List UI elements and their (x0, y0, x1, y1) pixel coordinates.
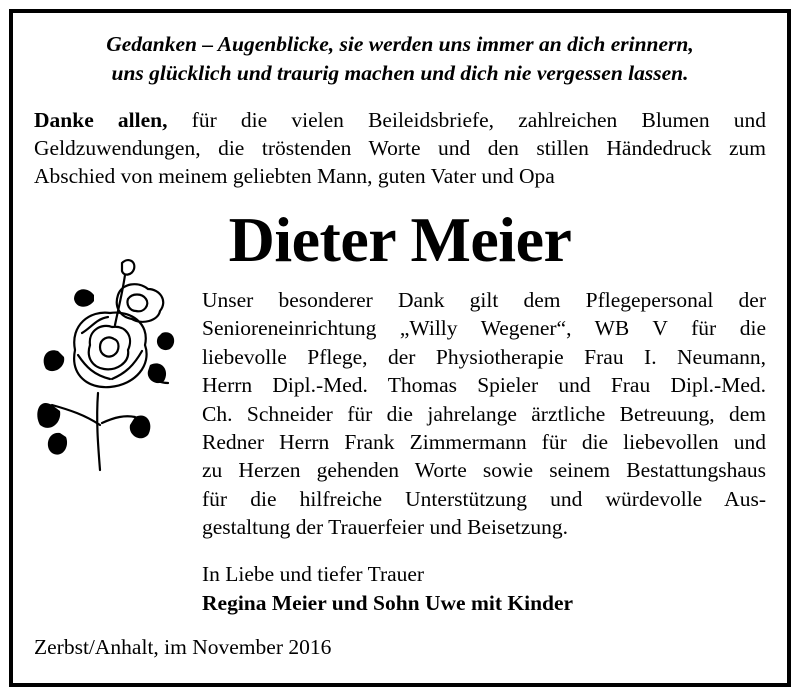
intro-line: Abschied von meinem geliebten Mann, guten Vater und Opa (34, 164, 555, 188)
intro-lead: Danke allen, (34, 108, 168, 132)
thanks-line: Herrn Dipl.-Med. Thomas Spieler und Frau Dipl.-Med. (202, 373, 766, 398)
intro-line-rest: für die vielen Beileidsbriefe, zahlreichen Blumen und (167, 108, 767, 132)
thanks-line: für die hilfreiche Unterstützung und würdevolle Aus- (202, 486, 766, 511)
thanks-line: Unser besonderer Dank gilt dem Pflegepersonal der (202, 288, 766, 312)
thanks-line: gestaltung der Trauerfeier und Beisetzung. (202, 515, 569, 540)
deceased-name: Dieter Meier (228, 204, 572, 275)
motto (0, 30, 800, 88)
thanks-paragraph (202, 286, 766, 542)
rose-icon (30, 255, 190, 475)
intro-paragraph (34, 106, 766, 190)
thanks-line: liebevolle Pflege, der Physiotherapie Frau I. Neumann, (202, 344, 766, 369)
thanks-line: Senioreneinrichtung „Willy Wegener“, WB V für die (202, 316, 766, 341)
place-date: Zerbst/Anhalt, im November 2016 (34, 635, 332, 659)
intro-line (34, 106, 766, 134)
intro-line: Geldzuwendungen, die tröstenden Worte und den stillen Händedruck zum (34, 136, 766, 160)
motto-line: Gedanken – Augenblicke, sie werden uns immer an dich erinnern, (106, 32, 694, 56)
thanks-line: zu Herzen gehenden Worte sowie seinem Bestattungshaus (202, 458, 766, 483)
grief-line: In Liebe und tiefer Trauer (202, 562, 425, 586)
motto-line: uns glücklich und traurig machen und dich nie vergessen lassen. (111, 61, 689, 85)
signature-line: Regina Meier und Sohn Uwe mit Kinder (202, 591, 574, 615)
thanks-line: Ch. Schneider für die jahrelange ärztliche Betreuung, dem (202, 401, 766, 426)
thanks-line: Redner Herrn Frank Zimmermann für die liebevollen und (202, 430, 766, 455)
